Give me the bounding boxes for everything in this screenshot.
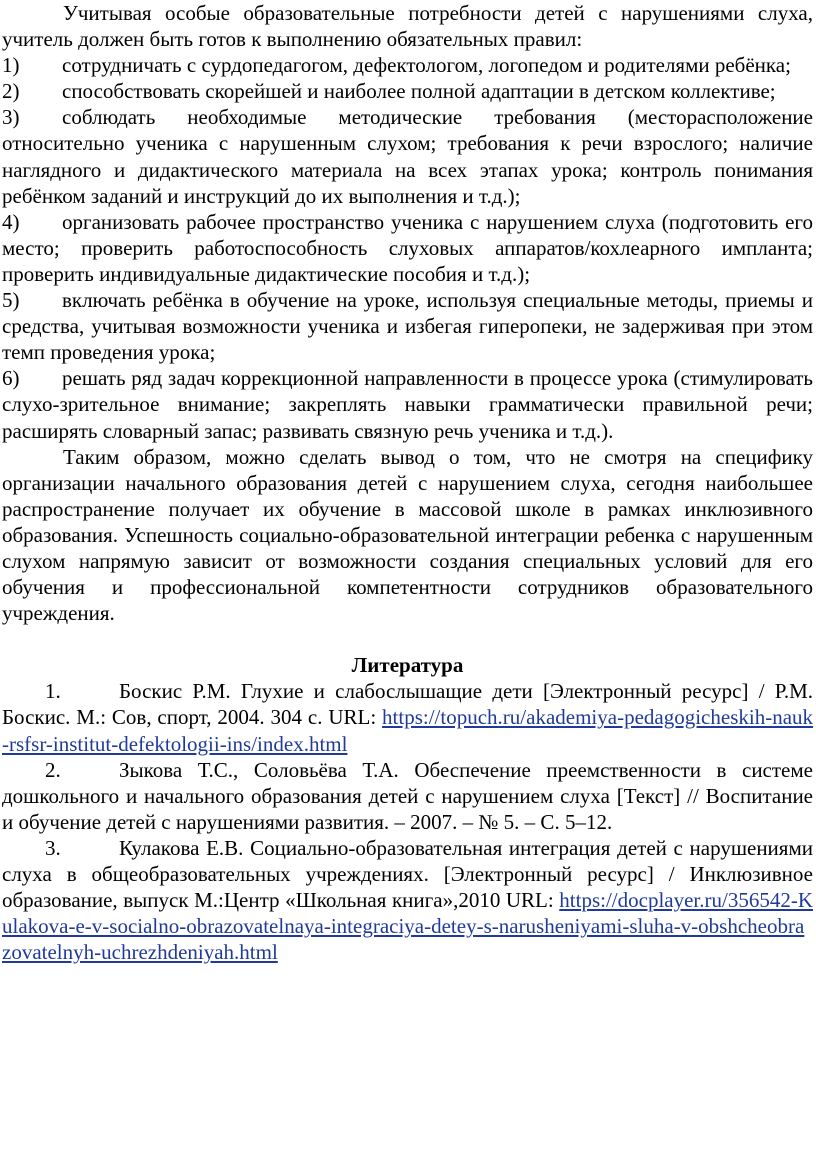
reference-text: Зыкова Т.С., Соловьёва Т.А. Обеспечение преемственности в системе дошкольного и начального образования детей с нарушением слуха [Текст] // Воспитание и обучение детей с нарушениями развития. – 2007. – № 5. – С. 5–12. bbox=[2, 757, 813, 834]
rule-number: 6) bbox=[2, 366, 20, 391]
rule-item bbox=[2, 52, 813, 78]
rule-number: 3) bbox=[2, 105, 20, 130]
reference-item bbox=[2, 835, 813, 965]
rule-text: соблюдать необходимые методические требования (месторасположение относительно ученика с нарушенным слухом; требования к речи взрослого; наличие наглядного и дидактического материала на всех этапах урока; контроль понимания ребёнком заданий и инструкций до их выполнения и т.д.); bbox=[2, 105, 813, 208]
rule-text: сотрудничать с сурдопедагогом, дефектологом, логопедом и родителями ребёнка; bbox=[62, 53, 791, 78]
rule-number: 1) bbox=[2, 53, 20, 78]
reference-number: 2. bbox=[45, 757, 61, 782]
literature-heading: Литература bbox=[351, 653, 464, 678]
rules-list bbox=[2, 52, 813, 443]
rule-number: 4) bbox=[2, 209, 20, 234]
rule-item bbox=[2, 287, 813, 365]
reference-list bbox=[2, 678, 813, 965]
reference-number: 1. bbox=[45, 679, 61, 704]
rule-item bbox=[2, 104, 813, 208]
reference-item bbox=[2, 757, 813, 835]
rule-item bbox=[2, 365, 813, 443]
rule-text: решать ряд задач коррекционной направленности в процессе урока (стимулировать слухо-зрительное внимание; закреплять навыки грамматически правильной речи; расширять словарный запас; развивать связную речь ученика и т.д.). bbox=[2, 366, 813, 443]
reference-text: Боскис Р.М. Глухие и слабослышащие дети [Электронный ресурс] / Р.М. Боскис. М.: Сов, спорт, 2004. 304 с. URL: bbox=[2, 679, 813, 730]
rule-number: 5) bbox=[2, 288, 20, 313]
rule-text: включать ребёнка в обучение на уроке, используя специальные методы, приемы и средства, учитывая возможности ученика и избегая гиперопеки, не задерживая при этом темп проведения урока; bbox=[2, 288, 813, 365]
rule-text: организовать рабочее пространство ученика с нарушением слуха (подготовить его место; проверить работоспособность слуховых аппаратов/кохлеарного импланта; проверить индивидуальные дидактические пособия и т.д.); bbox=[2, 209, 813, 286]
rule-number: 2) bbox=[2, 79, 20, 104]
rule-item bbox=[2, 209, 813, 287]
reference-item bbox=[2, 678, 813, 756]
rule-text: способствовать скорейшей и наиболее полной адаптации в детском коллективе; bbox=[62, 79, 776, 104]
intro-paragraph: Учитывая особые образовательные потребности детей с нарушениями слуха, учитель должен быть готов к выполнению обязательных правил: bbox=[2, 1, 813, 52]
reference-text: Кулакова Е.В. Социально-образовательная интеграция детей с нарушениями слуха в общеобразовательных учреждениях. [Электронный ресурс] / Инклюзивное образование, выпуск М.:Центр «Школьная книга»,2010 URL: bbox=[2, 835, 813, 913]
conclusion-paragraph: Таким образом, можно сделать вывод о том, что не смотря на специфику организации начального образования детей с нарушением слуха, сегодня наибольшее распространение получает их обучение в массовой школе в рамках инклюзивного образования. Успешность социально-образовательной интеграции ребенка с нарушенным слухом напрямую зависит от возможности создания специальных условий для его обучения и профессиональной компетентности сотрудников образовательного учреждения. bbox=[2, 444, 813, 626]
reference-link[interactable]: https://docplayer.ru/356542-Kulakova-e-v-socialno-obrazovatelnaya-integraciya-detey-s-narusheniyami-sluha-v-obshcheobrazovatelnyh-uchrezhdeniyah.html bbox=[2, 888, 813, 965]
reference-number: 3. bbox=[45, 835, 61, 860]
rule-item bbox=[2, 78, 813, 104]
reference-link[interactable]: https://topuch.ru/akademiya-pedagogicheskih-nauk-rsfsr-institut-defektologii-ins/index.html bbox=[2, 705, 814, 756]
